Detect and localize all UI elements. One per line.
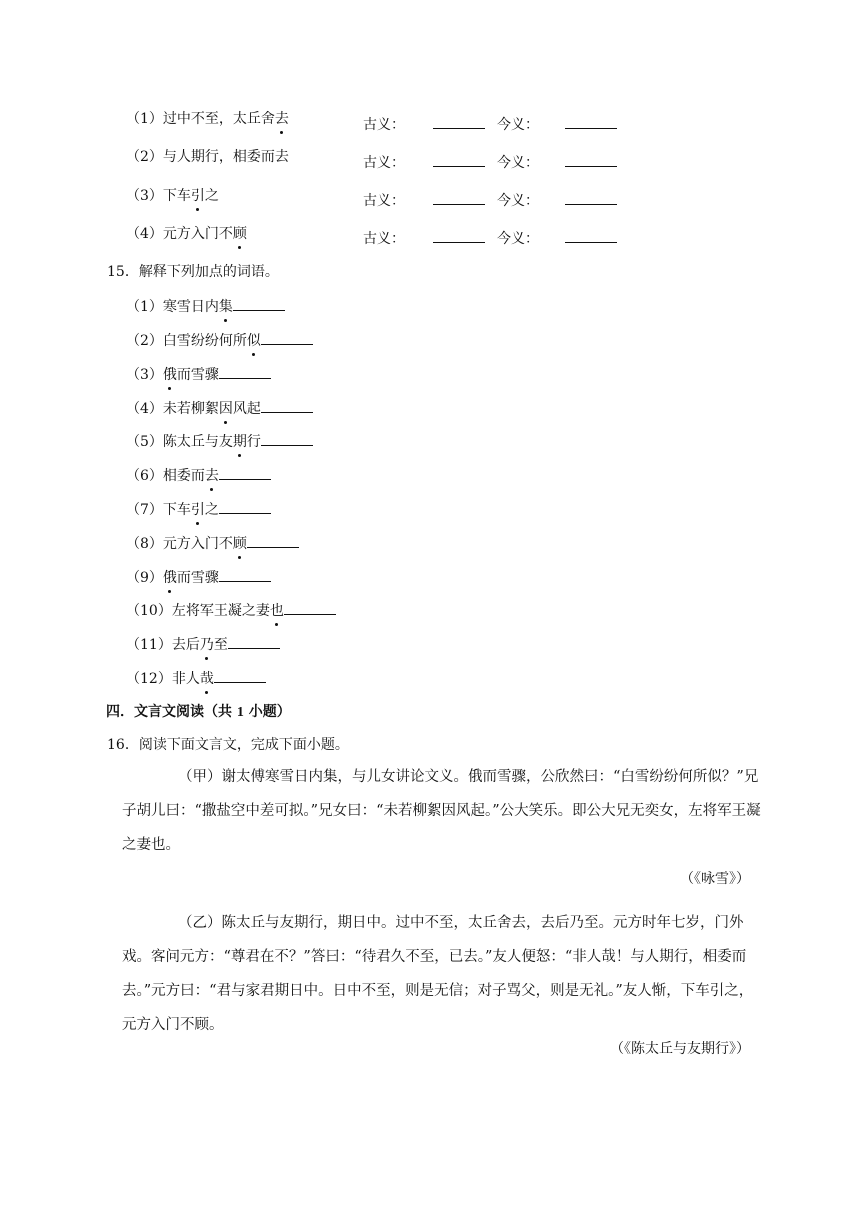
q15-item-text-after: 之 — [204, 502, 219, 518]
q14-item-text: （2）与人期行，相委而去 — [126, 149, 289, 165]
q14-meaning-row-4 — [363, 228, 617, 248]
answer-blank[interactable] — [565, 114, 617, 129]
answer-blank[interactable] — [261, 330, 313, 345]
answer-blank[interactable] — [565, 228, 617, 243]
q15-item-4 — [126, 398, 313, 418]
dotted-word: 顾 — [232, 536, 247, 552]
q15-item-text: （6）相委而 — [126, 468, 205, 484]
dotted-word: 去 — [274, 111, 289, 127]
answer-blank[interactable] — [284, 600, 336, 615]
q14-item-text: （3）下车 — [126, 188, 191, 204]
passage-yi-source: （《陈太丘与友期行》） — [610, 1041, 750, 1057]
q15-item-2 — [126, 330, 313, 350]
answer-blank[interactable] — [261, 431, 313, 446]
dotted-word: 哉 — [199, 671, 214, 687]
q15-item-text: （5）陈太丘与友 — [126, 434, 233, 450]
q15-item-11 — [126, 634, 280, 654]
q14-item-text: （4）元方入门不 — [126, 226, 233, 242]
ancient-meaning-label: 古义： — [363, 155, 405, 171]
q16-title: 16．阅读下面文言文，完成下面小题。 — [107, 737, 349, 753]
modern-meaning-label: 今义： — [497, 117, 539, 133]
q14-meaning-row-1 — [363, 114, 617, 134]
answer-blank[interactable] — [233, 296, 285, 311]
q15-item-7 — [126, 499, 271, 519]
answer-blank[interactable] — [219, 364, 271, 379]
dotted-word: 集 — [218, 299, 233, 315]
q15-item-text-after: 而雪骤 — [176, 570, 219, 586]
q15-item-text: （8）元方入门不 — [126, 536, 233, 552]
q15-item-5 — [126, 431, 313, 451]
q14-item-2 — [126, 148, 289, 166]
q15-item-text-after: 而雪骤 — [176, 367, 219, 383]
q15-item-text: （7）下车 — [126, 502, 191, 518]
q15-item-text: （11）去后 — [126, 637, 200, 653]
answer-blank[interactable] — [247, 533, 299, 548]
q14-meaning-row-2 — [363, 152, 617, 172]
passage-jia-source: （《咏雪》） — [680, 871, 750, 887]
q15-item-text-after: 行 — [246, 434, 261, 450]
q15-item-1 — [126, 296, 285, 316]
answer-blank[interactable] — [433, 152, 485, 167]
dotted-word: 俄 — [162, 367, 177, 383]
dotted-word: 引 — [190, 502, 205, 518]
dotted-word: 因 — [218, 401, 233, 417]
section-heading-count: 1 — [236, 705, 244, 720]
dotted-word: 也 — [269, 603, 284, 619]
answer-blank[interactable] — [219, 567, 271, 582]
q15-item-text: （10）左将军王凝之妻 — [126, 603, 270, 619]
dotted-word: 去 — [204, 468, 219, 484]
ancient-meaning-label: 古义： — [363, 117, 405, 133]
answer-blank[interactable] — [433, 114, 485, 129]
passage-jia: （甲）谢太傅寒雪日内集，与儿女讲论文义。俄而雪骤，公欣然曰：“白雪纷纷何所似？”兄子胡儿曰：“撒盐空中差可拟。”兄女曰：“未若柳絮因风起。”公大笑乐。即公大兄无奕女，左将军王凝之妻也。 — [122, 769, 761, 853]
q14-meaning-row-3 — [363, 190, 617, 210]
q15-item-9 — [126, 567, 271, 587]
answer-blank[interactable] — [565, 152, 617, 167]
modern-meaning-label: 今义： — [497, 193, 539, 209]
ancient-meaning-label: 古义： — [363, 231, 405, 247]
answer-blank[interactable] — [433, 190, 485, 205]
answer-blank[interactable] — [219, 499, 271, 514]
q15-item-text: （4）未若柳絮 — [126, 401, 219, 417]
q15-item-text: （2）白雪纷纷何所 — [126, 333, 247, 349]
answer-blank[interactable] — [433, 228, 485, 243]
q14-item-3 — [126, 187, 219, 205]
q15-title: 15．解释下列加点的词语。 — [107, 264, 279, 280]
q15-item-text-after: 风起 — [232, 401, 261, 417]
section-heading — [106, 703, 291, 722]
q15-item-12 — [126, 668, 266, 688]
modern-meaning-label: 今义： — [497, 155, 539, 171]
dotted-word: 乃 — [199, 637, 214, 653]
answer-blank[interactable] — [261, 398, 313, 413]
answer-blank[interactable] — [219, 465, 271, 480]
q15-item-text-after: 至 — [213, 637, 228, 653]
q15-item-6 — [126, 465, 271, 485]
q15-item-8 — [126, 533, 299, 553]
q15-item-3 — [126, 364, 271, 384]
q14-item-text: （1）过中不至，太丘舍 — [126, 111, 275, 127]
answer-blank[interactable] — [565, 190, 617, 205]
section-heading-text-end: 小题） — [243, 704, 291, 720]
q15-item-text: （3） — [126, 367, 163, 383]
dotted-word: 俄 — [162, 570, 177, 586]
q14-item-text-after: 之 — [204, 188, 219, 204]
dotted-word: 顾 — [232, 226, 247, 242]
q15-item-text: （12）非人 — [126, 671, 200, 687]
ancient-meaning-label: 古义： — [363, 193, 405, 209]
q14-item-1 — [126, 110, 289, 128]
dotted-word: 似 — [246, 333, 261, 349]
dotted-word: 期 — [232, 434, 247, 450]
answer-blank[interactable] — [228, 634, 280, 649]
section-heading-text: 四．文言文阅读（共 — [106, 704, 237, 720]
q14-item-4 — [126, 225, 247, 243]
answer-blank[interactable] — [214, 668, 266, 683]
dotted-word: 引 — [190, 188, 205, 204]
modern-meaning-label: 今义： — [497, 231, 539, 247]
q15-item-text: （9） — [126, 570, 163, 586]
q15-item-10 — [126, 600, 336, 620]
passage-yi: （乙）陈太丘与友期行，期日中。过中不至，太丘舍去，去后乃至。元方时年七岁，门外戏。客问元方：“尊君在不？”答曰：“待君久不至，已去。”友人便怒：“非人哉！与人期行，相委而去。”元方曰：“君与家君期日中。日中不至，则是无信；对子骂父，则是无礼。”友人惭，下车引之，元方入门不顾。 — [122, 915, 754, 1033]
q15-item-text: （1）寒雪日内 — [126, 299, 219, 315]
